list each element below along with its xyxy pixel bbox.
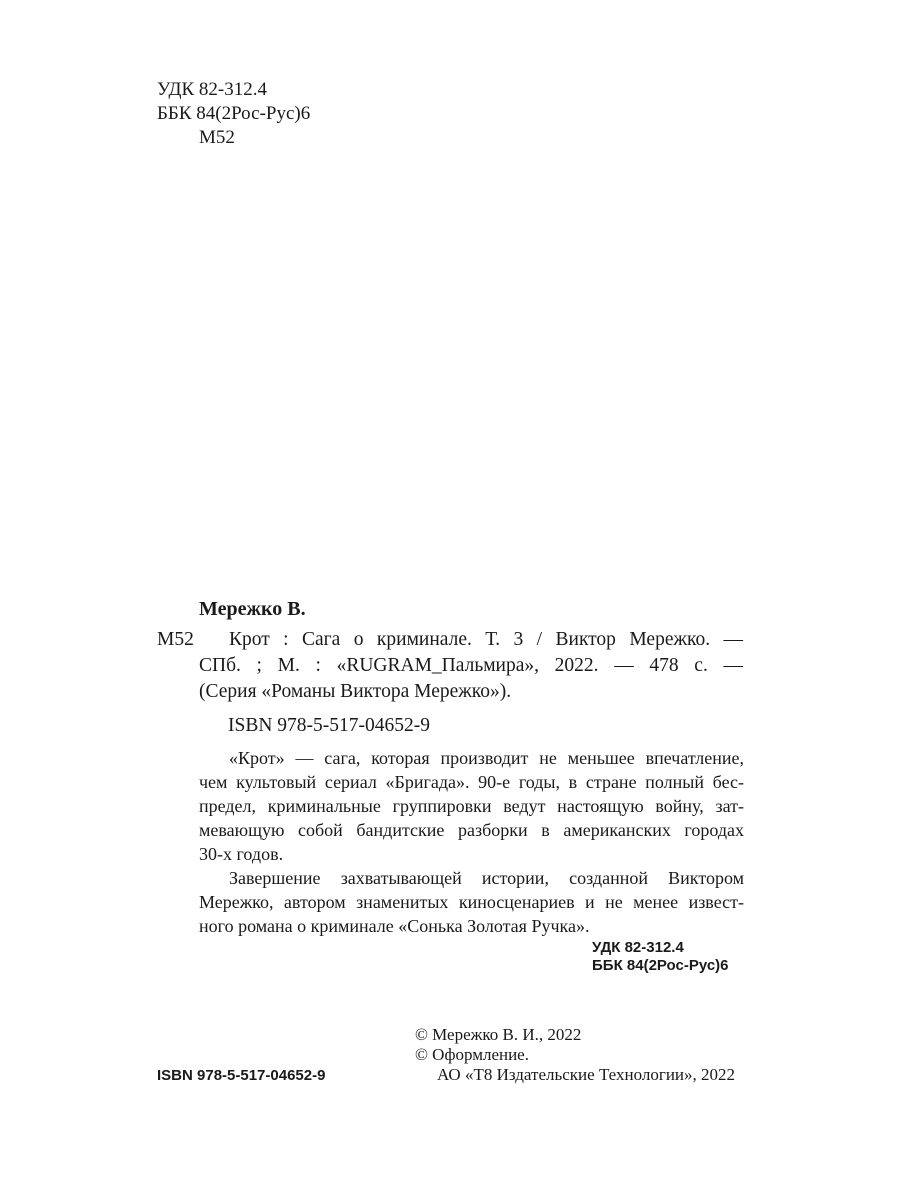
copyright-publisher: АО «Т8 Издательские Технологии», 2022 — [437, 1065, 736, 1084]
bibliography-line-3: (Серия «Романы Виктора Мережко»). — [199, 681, 512, 702]
isbn-bottom: ISBN 978-5-517-04652-9 — [157, 1067, 326, 1084]
annotation-line: 30-х годов. — [199, 844, 284, 864]
author-code-top: М52 — [199, 127, 235, 148]
udk-top: УДК 82-312.4 — [157, 79, 267, 100]
bibliography-line-2: СПб. ; М. : «RUGRAM_Пальмира», 2022. — 478 с. — — [199, 655, 743, 676]
bibliography-card-code: М52 — [157, 629, 194, 650]
udk-bold: УДК 82-312.4 — [592, 939, 684, 956]
annotation-line: Завершение захватывающей истории, созданной Виктором — [229, 868, 744, 888]
annotation-line: чем культовый сериал «Бригада». 90-е годы, в стране полный бес- — [199, 772, 744, 792]
annotation-line: «Крот» — сага, которая производит не меньшее впечатление, — [229, 748, 744, 768]
bibliography-isbn: ISBN 978-5-517-04652-9 — [228, 715, 431, 736]
annotation-line: ного романа о криминале «Сонька Золотая Ручка». — [199, 916, 590, 936]
copyright-author: © Мережко В. И., 2022 — [415, 1025, 582, 1044]
annotation-line: Мережко, автором знаменитых киносценариев и не менее извест- — [199, 892, 744, 912]
bibliography-author: Мережко В. — [199, 598, 306, 620]
copyright-design: © Оформление. — [415, 1045, 529, 1064]
bbk-top: ББК 84(2Рос-Рус)6 — [157, 103, 311, 124]
bibliography-line-1: Крот : Сага о криминале. Т. 3 / Виктор Мережко. — — [229, 629, 743, 650]
bbk-bold: ББК 84(2Рос-Рус)6 — [592, 957, 729, 974]
annotation-line: мевающую собой бандитские разборки в американских городах — [199, 820, 744, 840]
annotation-line: предел, криминальные группировки ведут настоящую войну, зат- — [199, 796, 744, 816]
